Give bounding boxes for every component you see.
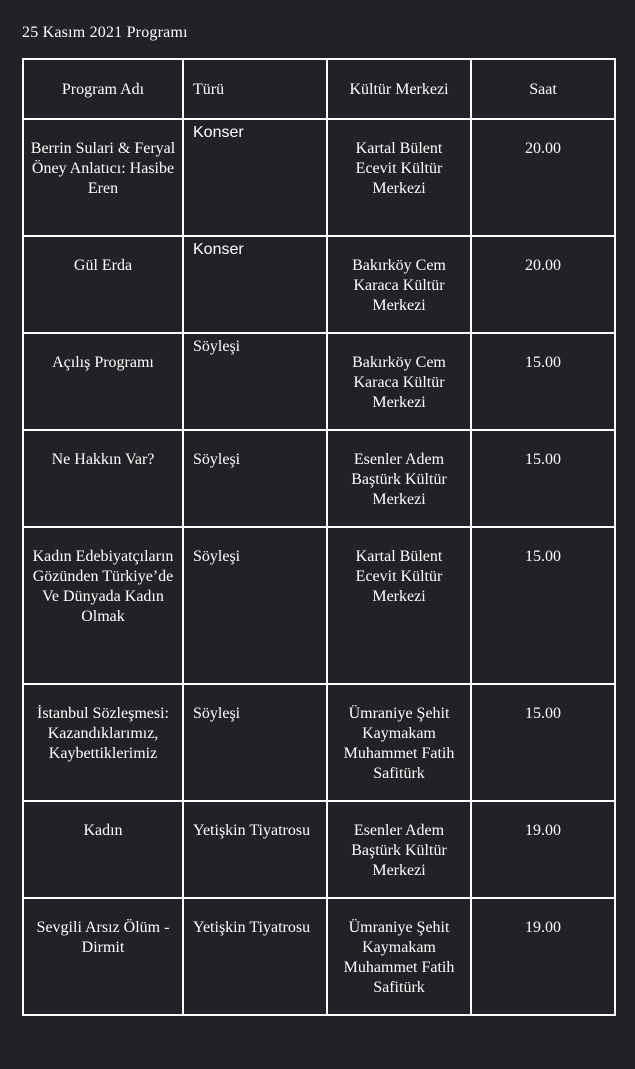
cell-type: [183, 527, 327, 684]
cell-culture-center: [327, 684, 471, 801]
cell-program-name: [23, 684, 183, 801]
header-time: Saat: [471, 59, 615, 119]
cell-type: [183, 684, 327, 801]
cell-program-name: [23, 801, 183, 898]
type-text: Konser: [193, 241, 244, 258]
cell-culture-center: [327, 236, 471, 333]
header-type: Türü: [183, 59, 327, 119]
cell-program-name: [23, 527, 183, 684]
cell-time: [471, 119, 615, 236]
time-text: 19.00: [525, 822, 561, 839]
table-row: [23, 684, 615, 801]
culture-center-text: Esenler Adem Baştürk Kültür Merkezi: [351, 451, 447, 508]
program-name-text: Sevgili Arsız Ölüm - Dirmit: [36, 919, 170, 956]
schedule-table: [22, 58, 616, 1016]
cell-culture-center: [327, 801, 471, 898]
time-text: 19.00: [525, 919, 561, 936]
time-text: 20.00: [525, 257, 561, 274]
cell-time: [471, 333, 615, 430]
cell-culture-center: [327, 119, 471, 236]
cell-culture-center: [327, 527, 471, 684]
cell-type: [183, 430, 327, 527]
table-row: [23, 236, 615, 333]
time-text: 15.00: [525, 548, 561, 565]
header-culture-center: Kültür Merkezi: [327, 59, 471, 119]
program-name-text: Kadın Edebiyatçıların Gözünden Türkiye’de Ve Dünyada Kadın Olmak: [32, 548, 174, 625]
cell-type: [183, 898, 327, 1015]
cell-program-name: [23, 236, 183, 333]
type-text: Söyleşi: [193, 548, 241, 565]
cell-time: [471, 527, 615, 684]
type-text: Söyleşi: [193, 451, 241, 468]
type-text: Konser: [193, 124, 244, 141]
time-text: 20.00: [525, 140, 561, 157]
table-row: [23, 527, 615, 684]
program-name-text: İstanbul Sözleşmesi: Kazandıklarımız, Kaybettiklerimiz: [37, 705, 169, 762]
cell-type: [183, 801, 327, 898]
time-text: 15.00: [525, 354, 561, 371]
culture-center-text: Ümraniye Şehit Kaymakam Muhammet Fatih Safitürk: [343, 919, 455, 996]
cell-program-name: [23, 898, 183, 1015]
type-text: Söyleşi: [193, 338, 241, 355]
cell-culture-center: [327, 898, 471, 1015]
culture-center-text: Bakırköy Cem Karaca Kültür Merkezi: [352, 354, 446, 411]
header-program-name: Program Adı: [23, 59, 183, 119]
cell-time: [471, 684, 615, 801]
program-name-text: Berrin Sulari & Feryal Öney Anlatıcı: Hasibe Eren: [30, 140, 176, 197]
cell-time: [471, 801, 615, 898]
table-header-row: [23, 59, 615, 119]
cell-program-name: [23, 333, 183, 430]
culture-center-text: Kartal Bülent Ecevit Kültür Merkezi: [355, 140, 443, 197]
cell-time: [471, 898, 615, 1015]
cell-program-name: [23, 430, 183, 527]
table-row: [23, 430, 615, 527]
cell-culture-center: [327, 333, 471, 430]
culture-center-text: Esenler Adem Baştürk Kültür Merkezi: [351, 822, 447, 879]
culture-center-text: Ümraniye Şehit Kaymakam Muhammet Fatih Safitürk: [343, 705, 455, 782]
table-row: [23, 898, 615, 1015]
page-title: 25 Kasım 2021 Programı: [22, 24, 188, 41]
program-name-text: Ne Hakkın Var?: [51, 451, 155, 468]
cell-time: [471, 430, 615, 527]
program-name-text: Gül Erda: [73, 257, 133, 274]
table-row: [23, 119, 615, 236]
program-name-text: Açılış Programı: [52, 354, 154, 371]
time-text: 15.00: [525, 705, 561, 722]
table-row: [23, 801, 615, 898]
cell-program-name: [23, 119, 183, 236]
cell-time: [471, 236, 615, 333]
culture-center-text: Kartal Bülent Ecevit Kültür Merkezi: [355, 548, 443, 605]
time-text: 15.00: [525, 451, 561, 468]
program-name-text: Kadın: [83, 822, 123, 839]
cell-culture-center: [327, 430, 471, 527]
cell-type: [183, 236, 327, 333]
type-text: Yetişkin Tiyatrosu: [193, 919, 311, 936]
type-text: Söyleşi: [193, 705, 241, 722]
table-row: [23, 333, 615, 430]
cell-type: [183, 119, 327, 236]
culture-center-text: Bakırköy Cem Karaca Kültür Merkezi: [352, 257, 446, 314]
cell-type: [183, 333, 327, 430]
type-text: Yetişkin Tiyatrosu: [193, 822, 311, 839]
